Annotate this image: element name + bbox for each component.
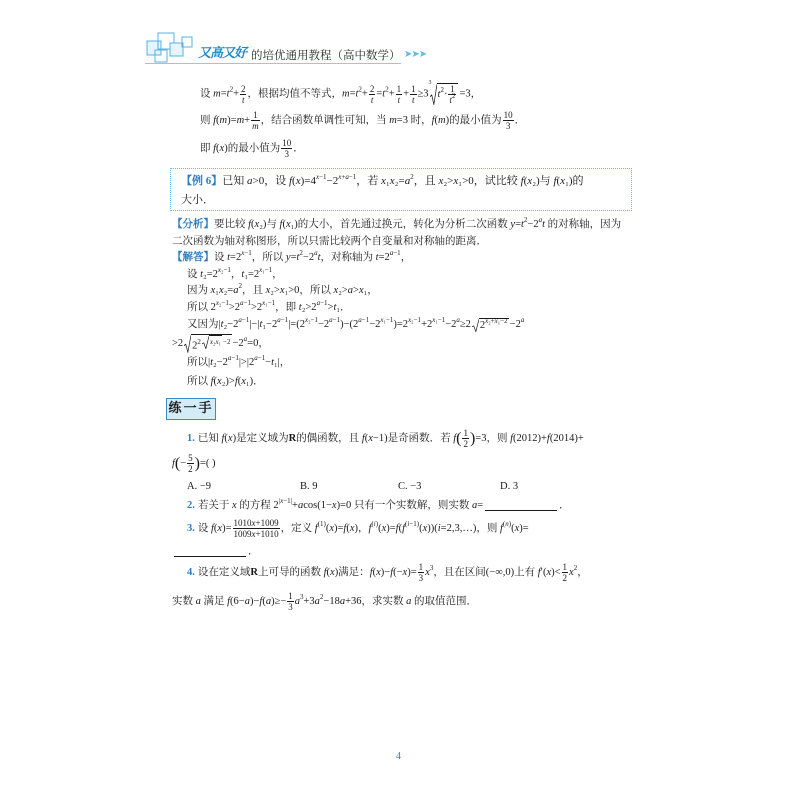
math-variable: a — [358, 316, 362, 324]
superscript: x₂−1 — [215, 299, 229, 307]
prev-solution-line: 则 f(m)=m+ $\frac{1}{m}$ ，结合函数单调性可知，当 m=3 时，f(m)的最小值为 $\frac{10}{3}$ ． — [200, 110, 526, 131]
answer-line: 设 $t_2=2^{x_2-1}$，$t_1=2^{x_1-1}$， — [187, 266, 283, 280]
fraction-numerator: 1 — [411, 83, 416, 94]
problem-1-line: 1. 已知 f(x)是定义域为R的偶函数，且 f(x−1)是奇函数．若 f( $\frac{1}{2}$ )=3，则 f(2012)+f(2014)+ — [187, 428, 584, 449]
math-variable: a — [243, 335, 248, 343]
math-variable: f — [323, 566, 327, 578]
math-variable: x — [285, 219, 291, 230]
math-variable: t — [542, 219, 546, 230]
math-variable: x — [569, 566, 574, 578]
fraction-denominator — [448, 92, 456, 105]
choice-b: B. 9 — [300, 481, 318, 492]
radical-index: 3 — [428, 80, 432, 86]
math-variable: x — [217, 522, 223, 534]
math-variable: a — [406, 595, 412, 607]
answer-line: 又因为$|t_2-2^{a-1}|-|t_1-2^{a-1}|=(2^{x_2-1}-2^{a-1})-(2^{a-1}-2^{x_1-1})=2^{x_2-1}+2^{x_1-1}-2^a\ge 2$ $2^{x_2+x_1-2} -2^a$ — [187, 316, 525, 331]
math-variable: f — [172, 457, 175, 469]
problem-number: 1. — [187, 432, 195, 444]
superscript: 2 — [319, 592, 324, 601]
large-parenthesis: ( — [456, 429, 462, 447]
series-logo: 又高又好 — [198, 46, 247, 61]
math-variable: x — [485, 316, 489, 325]
fraction — [562, 562, 569, 583]
analysis-line: 二次函数为轴对称图形，所以只需比较两个自变量和对称轴的距离． — [172, 236, 487, 247]
math-variable: f — [499, 522, 503, 534]
math-variable: t — [333, 302, 337, 313]
example-line: 大小． — [181, 194, 214, 206]
fraction-numerator: 10 — [503, 110, 513, 120]
math-variable: a — [297, 500, 304, 511]
radicand: $2^{2 x_2x_1 -2}$ — [191, 334, 231, 353]
book-title: 的培优通用教程（高中数学） — [251, 48, 401, 62]
choice-d: D. 3 — [500, 481, 519, 492]
math-variable: i — [437, 522, 441, 534]
math-variable: x — [368, 432, 373, 444]
radical — [202, 335, 222, 349]
superscript: (n) — [502, 519, 512, 528]
fraction-denominator — [411, 95, 416, 105]
superscript: 2 — [229, 85, 234, 94]
math-variable: a — [347, 285, 354, 296]
section-tag: 【分析】 — [172, 219, 214, 230]
superscript: (1) — [317, 519, 326, 528]
math-variable: t — [271, 357, 275, 368]
radicand: $t^2\cdot$ $\frac{1}{t^2}$ — [437, 83, 459, 105]
math-variable: x — [259, 266, 263, 274]
math-variable: x — [262, 299, 266, 307]
math-variable: x — [265, 285, 271, 296]
math-variable: f — [453, 432, 457, 444]
math-variable: f — [343, 522, 347, 534]
math-variable: a — [314, 249, 318, 257]
math-variable: f — [402, 522, 405, 534]
superscript: x+a−1 — [338, 173, 357, 181]
fraction-denominator: 3 — [505, 121, 511, 131]
math-variable: x — [295, 175, 301, 187]
math-variable: y — [285, 252, 291, 263]
header-divider — [145, 63, 401, 64]
logo-squares-icon — [146, 31, 198, 65]
fraction — [503, 110, 514, 131]
math-variable: f — [520, 175, 524, 187]
math-variable: f — [227, 595, 231, 607]
math-variable: f — [368, 522, 372, 534]
math-variable: m — [236, 114, 245, 126]
math-variable: x — [453, 175, 459, 187]
example-line: 【例 6】已知 a>0，设 $f(x)=4^{x-1}-2^{x+a-1}$，若 $x_1x_2=a^2$，且 x₂>x₁>0，试比较 f(x₂)与 f(x₁)的 — [181, 173, 584, 187]
math-variable: x — [381, 522, 387, 534]
math-variable: t — [375, 252, 379, 263]
fraction-numerator: 1 — [450, 84, 455, 94]
superscript: 2 — [238, 282, 242, 290]
superscript: a−1 — [227, 354, 239, 362]
fraction-numerator: 1 — [253, 110, 258, 120]
math-variable: a — [277, 316, 281, 324]
problem-4-line: 实数 a 满足 f(6−a)−f(a)≥− $\frac{1}{3}$ $a^3+3a^2-18a+36$，求实数 a 的取值范围． — [172, 591, 478, 612]
superscript: a−1 — [240, 299, 251, 307]
analysis-line: 【分析】要比较 f(x₂)与 f(x₁)的大小，首先通过换元，转化为分析二次函数 $y=t^2-2^at$ 的对称轴，因为 — [172, 216, 622, 230]
math-variable: f — [553, 175, 557, 187]
math-variable: a — [314, 595, 320, 607]
superscript: 2 — [299, 249, 303, 257]
math-variable: m — [341, 88, 350, 100]
fraction — [462, 428, 469, 449]
math-variable: x — [254, 219, 260, 230]
superscript: 2 — [385, 85, 389, 94]
fraction — [369, 84, 376, 105]
math-variable: a — [233, 285, 239, 296]
superscript: x₂−1 — [304, 316, 318, 324]
math-variable: x — [251, 529, 256, 539]
problem-2-line: 2. 若关于 x 的方程 $2^{|x-1|}+acos(1-x)=0$ 只有一个实数解，则实数 a= ． — [187, 497, 570, 511]
superscript: 2 x₂x₁ −2 — [197, 338, 230, 346]
math-variable: x — [408, 316, 412, 324]
math-variable: t — [412, 94, 415, 105]
math-variable: f — [210, 376, 214, 387]
math-variable: t — [200, 269, 204, 280]
large-parenthesis: ( — [174, 454, 181, 472]
choice-a: A. −9 — [187, 481, 212, 492]
fraction-numerator: 1 — [396, 83, 402, 94]
bold-symbol: R — [288, 432, 297, 444]
fraction-denominator: 2 — [463, 439, 468, 449]
answer-line: 所以 $2^{x_2-1}>2^{a-1}>2^{x_1-1}$，即 $t_2>2^{a-1}>t_1$． — [187, 299, 351, 313]
math-variable: x — [494, 316, 498, 325]
math-variable: x — [218, 285, 224, 296]
math-variable: t — [259, 319, 263, 330]
math-variable: t — [298, 302, 302, 313]
math-variable: x — [217, 376, 222, 387]
math-variable: t — [521, 219, 524, 230]
radical-sign-icon — [472, 319, 479, 332]
math-variable: t — [355, 88, 359, 100]
radicand: $2^{x_2+x_1-2}$ — [479, 316, 508, 331]
math-variable: x — [280, 497, 284, 505]
answer-line: 因为 $x_1x_2=a^2$，且 x₂>x₁>0，所以 x₂>a>x₁， — [187, 282, 378, 296]
problem-number: 4. — [187, 566, 195, 578]
math-variable: x — [315, 173, 320, 181]
math-variable: x — [210, 285, 216, 296]
practice-heading: 练一手 — [166, 398, 216, 420]
superscript: 2 — [410, 173, 414, 181]
math-variable: x — [251, 518, 256, 528]
radical-sign-icon — [430, 84, 437, 105]
superscript: (i) — [371, 519, 379, 528]
fraction-numerator: 1010x+1009 — [233, 518, 279, 528]
fraction-numerator: 1 — [463, 428, 468, 438]
math-variable: a — [404, 175, 411, 187]
answer-blank — [485, 500, 557, 511]
math-variable: m — [389, 114, 397, 126]
math-variable: f — [395, 522, 399, 534]
example-box — [170, 168, 632, 211]
math-variable: x — [527, 175, 533, 187]
superscript: 3 — [429, 563, 434, 572]
fraction — [187, 453, 194, 474]
superscript: a−1 — [316, 299, 328, 307]
fraction-denominator: 3 — [288, 602, 293, 612]
fraction-numerator: 1 — [288, 591, 293, 601]
math-variable: a — [294, 595, 300, 607]
radical — [184, 334, 231, 353]
prev-solution-line: 设 $m=t^2+$ $\frac{2}{t}$ ，根据均值不等式，$m=t^2+$ $\frac{2}{t}$ $=t^2+$ $\frac{1}{t}$ + $\frac{1}{t}$ ≥3 3 $t^2\cdot$ $\frac{1}{t^2}$ =3， — [200, 80, 482, 105]
fraction — [418, 562, 425, 583]
math-variable: x — [232, 500, 237, 511]
math-variable: m — [252, 121, 259, 131]
fraction-denominator: 2 — [562, 573, 568, 583]
problem-number: 2. — [187, 500, 195, 511]
math-variable: t — [296, 252, 300, 263]
math-variable: x — [330, 566, 335, 578]
math-variable: t — [382, 88, 386, 100]
math-variable: f — [546, 432, 550, 444]
math-variable: t — [226, 88, 230, 100]
superscript: 2 — [358, 85, 362, 94]
math-variable: x — [358, 285, 364, 296]
superscript: (i−1) — [405, 519, 420, 528]
radical — [428, 80, 459, 105]
fraction-numerator: 1 — [562, 562, 568, 572]
fraction-denominator: 3 — [418, 573, 424, 583]
math-variable: x — [227, 432, 233, 444]
superscript: 3 — [300, 592, 304, 601]
math-variable: f — [213, 114, 217, 126]
math-variable: f — [537, 566, 541, 578]
problem-1-line: f(− $\frac{5}{2}$ )=( ) — [172, 453, 216, 474]
superscript: a−1 — [277, 316, 289, 324]
math-variable: x — [349, 522, 355, 534]
superscript: a−1 — [389, 249, 401, 257]
math-variable: f — [361, 432, 365, 444]
math-variable: a — [238, 316, 242, 324]
radical-sign-icon — [202, 336, 209, 349]
superscript: x₁−1 — [432, 316, 446, 324]
math-variable: f — [248, 219, 252, 230]
math-variable: f — [234, 376, 238, 387]
math-variable: x — [514, 522, 520, 534]
math-variable: a — [240, 299, 244, 307]
superscript: x₂+x₁−2 — [485, 316, 508, 325]
math-variable: i — [407, 519, 410, 528]
math-variable: a — [339, 595, 346, 607]
superscript: |x−1| — [278, 497, 293, 505]
superscript: a−1 — [358, 316, 370, 324]
answer-line: 所以$|t_2-2^{a-1}|>|2^{a-1}-t_1|$， — [187, 354, 291, 368]
fraction — [240, 84, 247, 105]
superscript: x−1 — [315, 173, 327, 181]
superscript: 2 — [523, 216, 528, 224]
fraction — [410, 84, 417, 105]
superscript: x₁−1 — [262, 299, 276, 307]
math-variable: a — [227, 354, 232, 362]
math-variable: a — [389, 249, 394, 257]
math-variable: a — [329, 316, 333, 324]
math-variable: x — [329, 522, 334, 534]
answer-line: 所以 f(x₂)>f(x₁)． — [187, 376, 264, 387]
math-variable: x — [215, 338, 219, 347]
fraction — [251, 110, 260, 131]
math-variable: x — [432, 316, 436, 324]
math-variable: y — [510, 219, 516, 230]
math-variable: f — [279, 219, 283, 230]
superscript: x₂−1 — [408, 316, 422, 324]
math-variable: f — [431, 114, 435, 126]
math-variable: x — [279, 285, 285, 296]
fraction — [396, 84, 403, 105]
math-variable: f — [213, 142, 217, 154]
math-variable: f — [510, 432, 513, 444]
math-variable: a — [520, 316, 525, 324]
superscript: 2 — [573, 563, 578, 572]
math-variable: t — [241, 269, 245, 280]
math-variable: a — [471, 500, 478, 511]
math-variable: t — [437, 88, 441, 100]
superscript: 2 — [440, 85, 444, 94]
math-variable: x — [304, 316, 309, 324]
math-variable: a — [538, 216, 543, 224]
fraction — [233, 518, 280, 539]
math-variable: x — [338, 173, 342, 181]
large-parenthesis: ) — [469, 429, 476, 447]
math-variable: x — [560, 175, 566, 187]
math-variable: x — [219, 142, 225, 154]
problem-4-line: 4. 设在定义域R上可导的函数 f(x)满足：f(x)−f(−x)= $\frac{1}{3}$ $x^3$，且在区间(−∞,0)上有 f′(x)< $\frac{1}{2}$ $x^2$， — [187, 562, 588, 583]
superscript: a−1 — [238, 316, 250, 324]
arrow-decoration-icon: ➤➤➤ — [404, 49, 427, 60]
math-variable: f — [369, 566, 373, 578]
math-variable: a — [254, 354, 258, 362]
problem-number: 3. — [187, 522, 195, 534]
math-variable: a — [244, 595, 250, 607]
math-variable: m — [438, 114, 446, 126]
math-variable: n — [505, 519, 509, 528]
math-variable: x — [402, 566, 408, 578]
large-parenthesis: ) — [194, 454, 200, 472]
math-variable: a — [456, 316, 460, 324]
math-variable: a — [247, 175, 253, 187]
math-variable: a — [265, 595, 272, 607]
fraction-numerator: 2 — [240, 83, 246, 94]
fraction-denominator — [397, 95, 402, 105]
math-variable: x — [422, 522, 428, 534]
answer-blank — [174, 546, 246, 557]
page-number: 4 — [396, 751, 401, 762]
math-variable: t — [317, 252, 321, 263]
math-variable: f — [314, 522, 318, 534]
problem-3-line: 3. 设 f(x)= $\frac{1010x+1009}{1009x+1010}$ ，定义 $f^{(1)}(x)=f(x)$，$f^{(i)}(x)=f(f^{(i-1)}(x))(i=2,3,\dots)$，则 $f^{(n)}(x)=$ — [187, 518, 529, 539]
superscript: a−1 — [329, 316, 341, 324]
answer-line: 【解答】设 $t=2^{x-1}$，所以 $y=t^2-2^at$，对称轴为 $t=2^{a-1}$， — [172, 249, 412, 263]
problem-3-line: ． — [172, 542, 259, 562]
math-variable: x — [241, 376, 246, 387]
fraction — [287, 591, 294, 612]
fraction-denominator: 3 — [284, 149, 289, 159]
radical-sign-icon — [184, 335, 191, 353]
superscript: x₁−1 — [380, 316, 394, 324]
superscript: x₁−1 — [259, 266, 273, 274]
superscript: 2 — [451, 92, 456, 100]
math-variable: i — [373, 519, 376, 528]
math-variable: t — [220, 319, 224, 330]
math-variable: f — [221, 432, 225, 444]
math-variable: x — [376, 566, 381, 578]
fraction-denominator: 1009x+1010 — [233, 529, 279, 539]
math-variable: x — [215, 299, 219, 307]
math-variable: x — [546, 566, 552, 578]
fraction — [448, 84, 456, 105]
radical — [472, 318, 509, 332]
radicand: x₂x₁ — [209, 335, 222, 349]
fraction-numerator: 5 — [188, 453, 193, 463]
superscript — [521, 316, 525, 324]
fraction-denominator — [370, 95, 375, 105]
math-variable: x — [217, 266, 221, 274]
superscript: a−1 — [254, 354, 266, 362]
math-variable: f — [390, 566, 394, 578]
math-variable: a — [345, 173, 349, 181]
math-variable: t — [370, 94, 374, 105]
math-variable: m — [213, 88, 221, 100]
math-variable: t — [210, 357, 214, 368]
bold-symbol: R — [250, 566, 258, 578]
section-tag: 【例 6】 — [181, 175, 223, 187]
section-tag: 【解答】 — [172, 252, 214, 263]
fraction-denominator: 2 — [188, 464, 193, 474]
math-variable: f — [288, 175, 293, 187]
math-variable: x — [241, 249, 245, 257]
prev-solution-line: 即 f(x)的最小值为 $\frac{10}{3}$ ． — [200, 138, 304, 159]
math-variable: f — [259, 595, 263, 607]
math-variable: x — [438, 175, 444, 187]
fraction — [281, 138, 292, 159]
math-variable: t — [397, 94, 401, 105]
math-variable: f — [211, 522, 214, 534]
math-variable: a — [316, 299, 321, 307]
fraction-numerator: 1 — [418, 562, 424, 572]
math-variable: t — [241, 94, 245, 105]
math-variable: t — [449, 95, 452, 105]
fraction-denominator — [241, 95, 246, 105]
math-variable: a — [195, 595, 201, 607]
fraction-numerator: 2 — [369, 83, 375, 94]
superscript: x−1 — [241, 249, 252, 257]
math-variable: x — [389, 175, 395, 187]
fraction-denominator — [251, 121, 260, 131]
answer-line: >2 $2^{2 x_2x_1 -2} -2^a=0$， — [172, 335, 269, 352]
superscript — [456, 316, 460, 324]
superscript: x₂−1 — [217, 266, 231, 274]
superscript — [244, 335, 248, 343]
math-variable: x — [331, 500, 337, 511]
math-variable: x — [209, 338, 214, 347]
math-variable: x — [380, 316, 384, 324]
math-variable: m — [219, 114, 228, 126]
choice-c: C. −3 — [398, 481, 422, 492]
math-variable: t — [227, 252, 231, 263]
math-variable: x — [381, 175, 386, 187]
math-variable: x — [425, 566, 430, 578]
math-variable: x — [333, 285, 339, 296]
fraction-numerator: 10 — [282, 138, 292, 148]
